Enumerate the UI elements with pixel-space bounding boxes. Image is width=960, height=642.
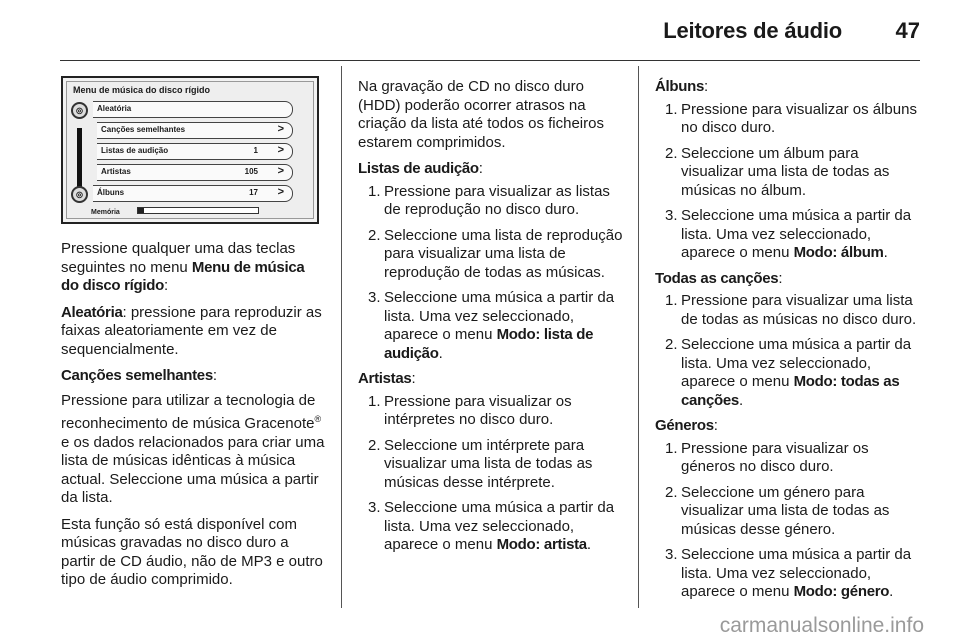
list-item: 2. Seleccione um intérprete para visualizar uma lista de todas as músicas desse intérprete. [368, 436, 593, 491]
list-item: 1. Pressione para visualizar os géneros no disco duro. [665, 439, 869, 475]
column-1 [61, 240, 325, 598]
list-item: 2. Seleccione uma lista de reprodução para visualizar uma lista de reprodução de todas as músicas. [368, 226, 623, 281]
chevron-right-icon: > [277, 144, 284, 156]
list-item: 1. Pressione para visualizar as listas de reprodução no disco duro. [368, 182, 610, 218]
memory-bar [137, 207, 259, 214]
screen-row-artistas: Artistas 105 > [97, 164, 293, 181]
hdd-music-menu-screenshot [61, 76, 319, 224]
header-divider [60, 60, 920, 61]
chevron-right-icon: > [277, 123, 284, 135]
chevron-right-icon: > [277, 165, 284, 177]
memory-label: Memória [91, 209, 120, 216]
listas-heading: Listas de audição: [358, 160, 483, 177]
cancoes-paragraph: Pressione para utilizar a tecnologia de reconhecimento de música Gracenote® e os dados relacionados para criar uma lista de músicas idênticas à música actual. Seleccione uma música a partir da lista. [61, 391, 325, 506]
screen-area [66, 81, 314, 219]
menu-knob-icon: ◎ [71, 102, 88, 119]
artistas-heading: Artistas: [358, 370, 416, 387]
intro-paragraph: Pressione qualquer uma das teclas seguintes no menu Menu de música do disco rígido: [61, 240, 305, 294]
list-item: 1. Pressione para visualizar os álbuns no disco duro. [665, 100, 917, 136]
list-item: 3. Seleccione uma música a partir da lista. Uma vez seleccionado, aparece o menu Modo: álbum. [665, 207, 912, 261]
list-item: 3. Seleccione uma música a partir da lista. Uma vez seleccionado, aparece o menu Modo: lista de audição. [368, 289, 615, 362]
list-item: 1. Pressione para visualizar os intérpretes no disco duro. [368, 392, 572, 428]
screen-row-aleatoria: Aleatória [93, 101, 293, 118]
albuns-heading: Álbuns: [655, 78, 709, 95]
screen-title: Menu de música do disco rígido [73, 85, 211, 95]
note-paragraph: Esta função só está disponível com músicas gravadas no disco duro a partir de CD áudio, não de MP3 e outro tipo de áudio comprimido. [61, 515, 323, 588]
column-2 [358, 78, 624, 562]
cancoes-heading: Canções semelhantes: [61, 367, 218, 384]
generos-steps [655, 440, 925, 602]
page-header [0, 0, 960, 60]
column-divider [341, 66, 342, 608]
hdd-delay-paragraph: Na gravação de CD no disco duro (HDD) poderão ocorrer atrasos na criação da lista até todos os ficheiros estarem comprimidos. [358, 78, 604, 151]
column-3 [655, 78, 925, 609]
albuns-steps [655, 101, 925, 263]
column-divider [638, 66, 639, 608]
todas-steps [655, 292, 925, 410]
scrollbar [77, 128, 82, 190]
screen-row-cancoes: Canções semelhantes > [97, 122, 293, 139]
listas-steps [358, 183, 624, 364]
watermark: carmanualsonline.info [719, 614, 924, 637]
page-title: Leitores de áudio [663, 18, 842, 43]
screen-row-listas: Listas de audição 1 > [97, 143, 293, 160]
chevron-right-icon: > [277, 186, 284, 198]
artistas-steps [358, 393, 624, 555]
list-item: 2. Seleccione uma música a partir da lista. Uma vez seleccionado, aparece o menu Modo: todas as canções. [665, 336, 912, 409]
list-item: 3. Seleccione uma música a partir da lista. Uma vez seleccionado, aparece o menu Modo: género. [665, 546, 912, 600]
screen-row-albuns: Álbuns 17 > [93, 185, 293, 202]
memory-bar-fill [138, 208, 144, 213]
generos-heading: Géneros: [655, 417, 718, 434]
todas-heading: Todas as canções: [655, 269, 783, 287]
list-item: 3. Seleccione uma música a partir da lista. Uma vez seleccionado, aparece o menu Modo: artista. [368, 499, 615, 553]
list-item: 1. Pressione para visualizar uma lista de todas as músicas no disco duro. [665, 292, 917, 328]
list-item: 2. Seleccione um género para visualizar uma lista de todas as músicas desse género. [665, 483, 890, 538]
tuning-knob-icon: ◎ [71, 186, 88, 203]
page-number: 47 [895, 18, 920, 43]
list-item: 2. Seleccione um álbum para visualizar uma lista de todas as músicas no álbum. [665, 144, 890, 199]
aleatoria-paragraph: Aleatória: pressione para reproduzir as faixas aleatoriamente em vez de sequencialmente. [61, 303, 322, 358]
